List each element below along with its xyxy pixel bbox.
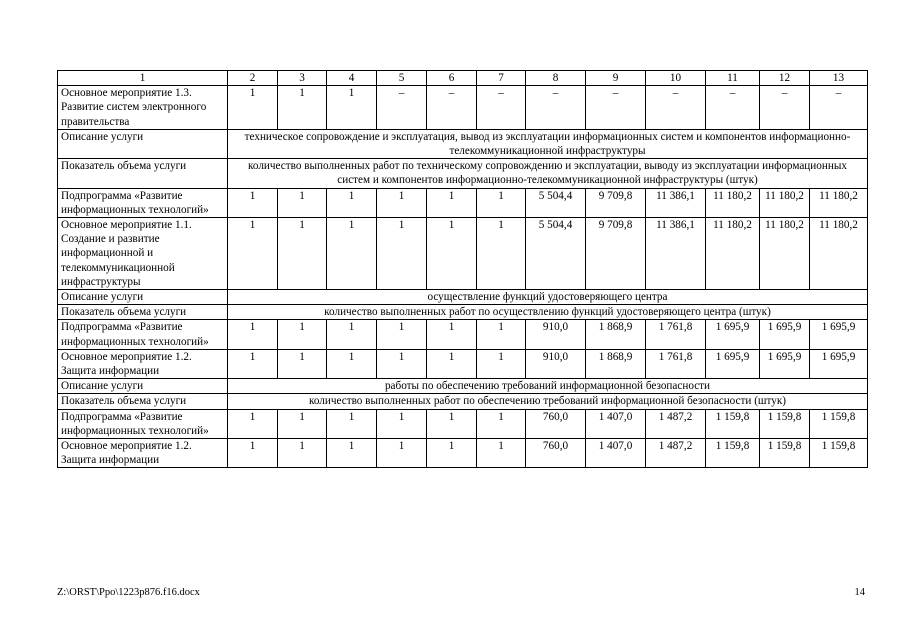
value-cell: 1 xyxy=(278,409,327,438)
value-cell: 1 xyxy=(327,409,377,438)
row-description: работы по обеспечению требований информационной безопасности xyxy=(228,379,868,394)
value-cell: 1 xyxy=(327,86,377,130)
value-cell: 1 487,2 xyxy=(646,409,706,438)
row-label: Подпрограмма «Развитие информационных технологий» xyxy=(58,409,228,438)
table-row xyxy=(58,409,868,438)
header-cell: 8 xyxy=(526,71,586,86)
value-cell: 9 709,8 xyxy=(586,218,646,290)
value-cell: 1 xyxy=(427,320,477,349)
row-label: Описание услуги xyxy=(58,129,228,158)
value-cell: 5 504,4 xyxy=(526,188,586,217)
value-cell: 1 xyxy=(327,439,377,468)
description-row xyxy=(58,159,868,188)
row-label: Показатель объема услуги xyxy=(58,305,228,320)
value-cell: 1 xyxy=(477,320,526,349)
value-cell: 1 xyxy=(278,439,327,468)
table-row xyxy=(58,320,868,349)
value-cell: 1 695,9 xyxy=(706,349,760,378)
row-label: Основное мероприятие 1.3. Развитие систем электронного правительства xyxy=(58,86,228,130)
row-label: Показатель объема услуги xyxy=(58,159,228,188)
value-cell: 1 695,9 xyxy=(810,349,868,378)
value-cell: 760,0 xyxy=(526,409,586,438)
value-cell: 1 xyxy=(427,439,477,468)
value-cell: 1 159,8 xyxy=(810,439,868,468)
value-cell: 1 xyxy=(377,218,427,290)
value-cell: – xyxy=(760,86,810,130)
value-cell: 1 761,8 xyxy=(646,320,706,349)
value-cell: 1 159,8 xyxy=(706,439,760,468)
value-cell: – xyxy=(477,86,526,130)
description-row xyxy=(58,290,868,305)
header-cell: 7 xyxy=(477,71,526,86)
header-cell: 12 xyxy=(760,71,810,86)
value-cell: 11 180,2 xyxy=(810,188,868,217)
header-cell: 5 xyxy=(377,71,427,86)
value-cell: 1 xyxy=(228,188,278,217)
value-cell: 1 695,9 xyxy=(706,320,760,349)
row-description: количество выполненных работ по техническому сопровождению и эксплуатации, выводу из эксплуатации информационных систем и компонентов информационно-телекоммуникационной инфраструктуры (штук) xyxy=(228,159,868,188)
value-cell: 1 xyxy=(228,349,278,378)
description-row xyxy=(58,379,868,394)
value-cell: 1 xyxy=(477,409,526,438)
row-label: Основное мероприятие 1.2. Защита информации xyxy=(58,439,228,468)
value-cell: – xyxy=(646,86,706,130)
value-cell: 1 xyxy=(228,320,278,349)
description-row xyxy=(58,129,868,158)
row-label: Описание услуги xyxy=(58,290,228,305)
value-cell: – xyxy=(377,86,427,130)
row-label: Основное мероприятие 1.1. Создание и развитие информационной и телекоммуникационной инфраструктуры xyxy=(58,218,228,290)
value-cell: 1 159,8 xyxy=(706,409,760,438)
value-cell: 910,0 xyxy=(526,320,586,349)
value-cell: 1 xyxy=(377,188,427,217)
table-row xyxy=(58,349,868,378)
value-cell: 11 386,1 xyxy=(646,188,706,217)
value-cell: 1 xyxy=(427,218,477,290)
value-cell: 1 xyxy=(377,320,427,349)
header-cell: 10 xyxy=(646,71,706,86)
value-cell: 1 xyxy=(377,409,427,438)
row-label: Подпрограмма «Развитие информационных технологий» xyxy=(58,188,228,217)
value-cell: 1 xyxy=(377,349,427,378)
value-cell: 1 xyxy=(327,349,377,378)
header-cell: 6 xyxy=(427,71,477,86)
footer-file-path: Z:\ORST\Ppo\1223p876.f16.docx xyxy=(57,587,200,598)
value-cell: 1 xyxy=(327,188,377,217)
header-cell: 11 xyxy=(706,71,760,86)
value-cell: – xyxy=(586,86,646,130)
header-cell: 13 xyxy=(810,71,868,86)
header-cell: 2 xyxy=(228,71,278,86)
value-cell: 1 xyxy=(228,409,278,438)
value-cell: 1 761,8 xyxy=(646,349,706,378)
value-cell: – xyxy=(427,86,477,130)
value-cell: – xyxy=(526,86,586,130)
value-cell: 1 xyxy=(228,439,278,468)
value-cell: 11 180,2 xyxy=(760,188,810,217)
row-label: Основное мероприятие 1.2. Защита информации xyxy=(58,349,228,378)
value-cell: 11 180,2 xyxy=(706,188,760,217)
value-cell: 1 159,8 xyxy=(810,409,868,438)
value-cell: 11 180,2 xyxy=(810,218,868,290)
value-cell: – xyxy=(810,86,868,130)
value-cell: 1 xyxy=(327,320,377,349)
value-cell: 1 xyxy=(278,349,327,378)
value-cell: 1 487,2 xyxy=(646,439,706,468)
value-cell: 760,0 xyxy=(526,439,586,468)
value-cell: 1 159,8 xyxy=(760,439,810,468)
header-cell: 9 xyxy=(586,71,646,86)
value-cell: 910,0 xyxy=(526,349,586,378)
value-cell: 1 xyxy=(228,218,278,290)
value-cell: 11 386,1 xyxy=(646,218,706,290)
value-cell: 1 xyxy=(278,320,327,349)
row-label: Описание услуги xyxy=(58,379,228,394)
table-row xyxy=(58,86,868,130)
value-cell: 1 695,9 xyxy=(810,320,868,349)
table-row xyxy=(58,188,868,217)
value-cell: 1 868,9 xyxy=(586,320,646,349)
value-cell: 1 xyxy=(327,218,377,290)
table-body xyxy=(58,71,868,468)
row-description: количество выполненных работ по осуществлению функций удостоверяющего центра (штук) xyxy=(228,305,868,320)
value-cell: 1 xyxy=(278,86,327,130)
value-cell: 1 xyxy=(278,218,327,290)
value-cell: 1 159,8 xyxy=(760,409,810,438)
table-row xyxy=(58,218,868,290)
header-cell: 1 xyxy=(58,71,228,86)
value-cell: 11 180,2 xyxy=(760,218,810,290)
value-cell: 11 180,2 xyxy=(706,218,760,290)
value-cell: 1 407,0 xyxy=(586,439,646,468)
value-cell: 1 xyxy=(477,218,526,290)
value-cell: 1 xyxy=(278,188,327,217)
value-cell: 5 504,4 xyxy=(526,218,586,290)
row-label: Подпрограмма «Развитие информационных технологий» xyxy=(58,320,228,349)
row-description: количество выполненных работ по обеспечению требований информационной безопасности (штук) xyxy=(228,394,868,409)
value-cell: 1 xyxy=(427,349,477,378)
value-cell: 1 868,9 xyxy=(586,349,646,378)
value-cell: 1 xyxy=(477,188,526,217)
header-cell: 4 xyxy=(327,71,377,86)
row-description: осуществление функций удостоверяющего центра xyxy=(228,290,868,305)
table-row xyxy=(58,439,868,468)
value-cell: – xyxy=(706,86,760,130)
value-cell: 1 xyxy=(377,439,427,468)
value-cell: 1 407,0 xyxy=(586,409,646,438)
page-number: 14 xyxy=(854,587,865,598)
value-cell: 1 695,9 xyxy=(760,349,810,378)
value-cell: 1 xyxy=(427,188,477,217)
value-cell: 9 709,8 xyxy=(586,188,646,217)
value-cell: 1 xyxy=(427,409,477,438)
row-description: техническое сопровождение и эксплуатация, вывод из эксплуатации информационных систем и компонентов информационно-телекоммуникационной инфраструктуры xyxy=(228,129,868,158)
value-cell: 1 xyxy=(477,439,526,468)
description-row xyxy=(58,305,868,320)
value-cell: 1 695,9 xyxy=(760,320,810,349)
budget-table xyxy=(57,70,868,468)
row-label: Показатель объема услуги xyxy=(58,394,228,409)
description-row xyxy=(58,394,868,409)
header-row xyxy=(58,71,868,86)
value-cell: 1 xyxy=(228,86,278,130)
value-cell: 1 xyxy=(477,349,526,378)
header-cell: 3 xyxy=(278,71,327,86)
